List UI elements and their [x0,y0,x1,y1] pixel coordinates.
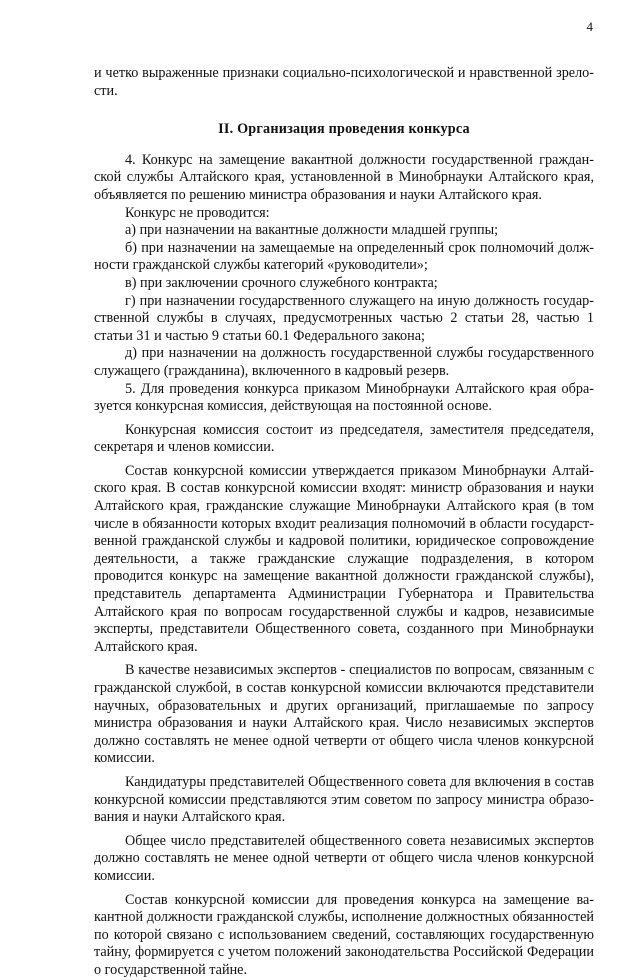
page-number: 4 [586,19,593,34]
paragraph-commission-formation: 5. Для проведения конкурса приказом Минобрнауки Алтайского края образуется конкурсная комиссия, действующая на постоянной основе. [94,380,594,415]
paragraph-not-held-intro: Конкурс не проводится: [125,204,270,221]
paragraph-competition-announcement: 4. Конкурс на замещение вакантной должности государственной гражданской службы Алтайского края, установленной в Минобрнауки Алтайского края, объявляется по решению министра образования и науки Алтайского края. [94,151,594,203]
paragraph-independent-experts: В качестве независимых экспертов - специалистов по вопросам, связанным с гражданской службой, в состав конкурсной комиссии включаются представители научных, образовательных и других организаций, приглашаемые по запросу министра образования и науки Алтайского края. Число независимых экспертов должно составлять не менее одной четверти от общего числа членов конкурсной комиссии. [94,662,594,767]
paragraph-commission-composition: Состав конкурсной комиссии утверждается приказом Минобрнауки Алтайского края. В состав конкурсной комиссии входят: министр образования и науки Алтайского края, гражданские служащие Минобрнауки Алтайского края (в том числе в обязанности которых входит реализация полномочий в области государственной гражданской службы и кадровой политики, юридическое сопровождение деятельности, а также гражданские служащие подразделения, в котором проводится конкурс на замещение вакантной должности гражданской службы), представитель департамента Администрации Губернатора и Правительства Алтайского края по вопросам государственной службы и кадров, независимые эксперты, представители Общественного совета, созданного при Минобрнауки Алтайского края. [94,462,594,655]
list-item-d: д) при назначении на должность государственной службы государственного служащего (гражданина), включенного в кадровый резерв. [94,345,594,379]
paragraph-state-secret: Состав конкурсной комиссии для проведения конкурса на замещение вакантной должности гражданской службы, исполнение должностных обязанностей по которой связано с использованием сведений, составляющих государственную тайну, формируется с учетом положений законодательства Российской Федерации о государственной тайне. [94,891,594,978]
paragraph-commission-members: Конкурсная комиссия состоит из председателя, заместителя председателя, секретаря и членов комиссии. [94,421,594,456]
list-item-b: б) при назначении на замещаемые на определенный срок полномочий должности гражданской службы категорий «руководители»; [94,239,594,274]
list-item-g: г) при назначении государственного служащего на иную должность государственной службы в случаях, предусмотренных частью 2 статьи 28, частью 1 статьи 31 и частью 9 статьи 60.1 Федерального закона; [94,292,594,344]
continuation-text: и четко выраженные признаки социально-психологической и нравственной зрелости. [94,65,594,99]
paragraph-public-council-candidates: Кандидатуры представителей Общественного совета для включения в состав конкурсной комиссии представляются этим советом по запросу министра образования и науки Алтайского края. [94,773,594,826]
document-body [94,65,594,980]
list-item-a: а) при назначении на вакантные должности младшей группы; [125,222,499,239]
list-item-v: в) при заключении срочного служебного контракта; [125,274,438,291]
paragraph-total-number: Общее число представителей общественного совета независимых экспертов должно составлять не менее одной четверти от общего числа членов конкурсной комиссии. [94,832,594,884]
section-heading: II. Организация проведения конкурса [218,121,470,138]
